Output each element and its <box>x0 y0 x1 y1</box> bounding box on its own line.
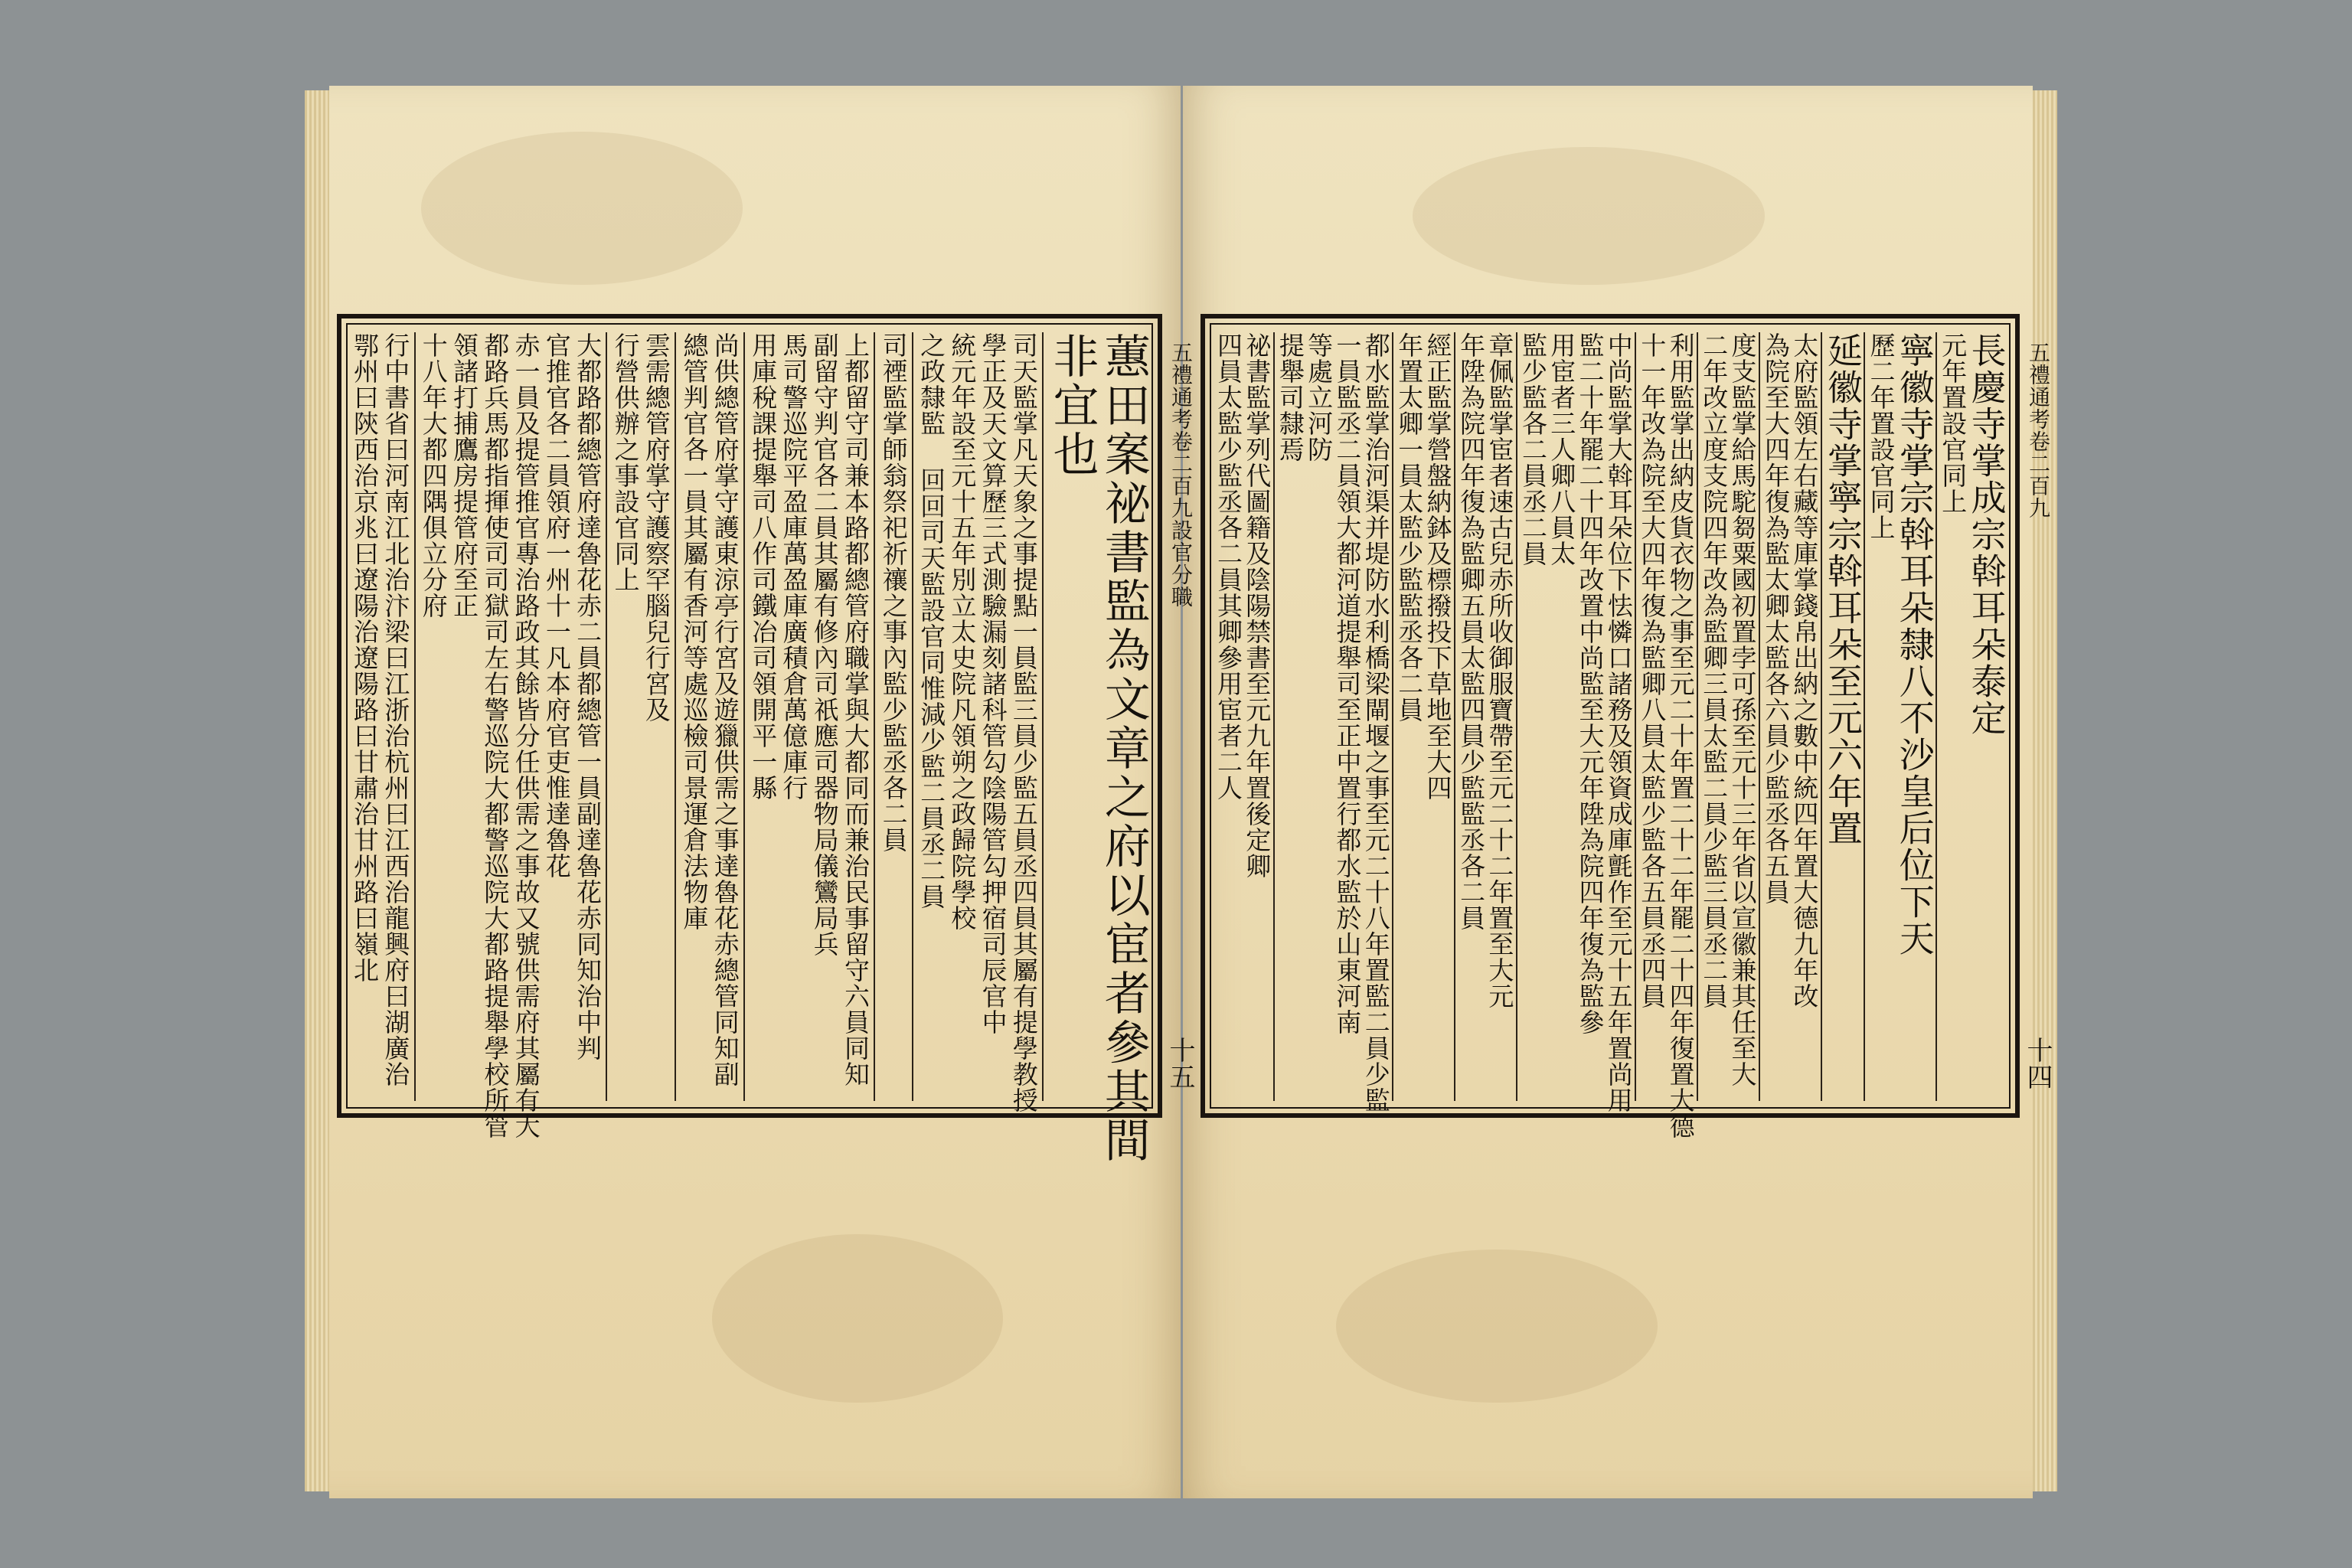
text-column: 太府監領左右藏等庫掌錢帛出納之數中統四年置大德九年改 <box>1789 332 1820 1009</box>
column-rule <box>414 332 416 1101</box>
paper-stain <box>1336 1250 1658 1403</box>
text-column: 雲需總管府掌守護察罕腦兒行宮及 <box>641 332 671 723</box>
text-column: 都水監掌治河渠并堤防水利橋梁閘堰之事至元二十八年置監二員少監 <box>1361 332 1391 1113</box>
paper-stain <box>712 1234 1003 1403</box>
text-column: 等處立河防 <box>1304 332 1334 462</box>
text-column: 用庫稅課提舉司八作司鐵冶司領開平一縣 <box>748 332 779 801</box>
text-column: 非宜也 <box>1045 332 1099 479</box>
text-column: 年陞為院四年復為監卿五員太監四員少監監丞各二員 <box>1456 332 1487 931</box>
text-column: 監二十年罷二十四年改置中尚監至大元年陞為院四年復為監參 <box>1575 332 1606 1035</box>
text-column: 長慶寺掌成宗斡耳朵泰定 <box>1965 332 2007 737</box>
column-rule <box>1392 332 1393 1101</box>
left-page-edge <box>305 90 329 1491</box>
column-rule <box>743 332 745 1101</box>
text-column: 中尚監掌大斡耳朵位下怯憐口諸務及領資成庫氈作至元十五年置尚用 <box>1603 332 1634 1113</box>
paper-stain <box>1413 147 1765 285</box>
text-column: 寧徽寺掌宗斡耳朵隸八不沙皇后位下天 <box>1893 332 1936 957</box>
right-text-columns <box>1214 332 2007 1139</box>
text-column: 行中書省曰河南江北治汴梁曰江浙治杭州曰江西治龍興府曰湖廣治 <box>381 332 411 1087</box>
left-text-columns <box>350 332 1151 1165</box>
text-column: 元年置設官同上 <box>1938 332 1968 514</box>
text-column: 鄂州曰陝西治京兆曰遼陽治遼陽路曰甘肅治甘州路曰嶺北 <box>350 332 380 983</box>
text-column: 歷二年置設官同上 <box>1866 332 1896 541</box>
text-column: 領諸打捕鷹房提管府至正 <box>449 332 480 619</box>
text-column: 經正監掌營盤納鉢及標撥投下草地至大四 <box>1423 332 1453 801</box>
text-column: 監少監各二員丞二員 <box>1517 332 1548 567</box>
text-column: 赤一員及提管推官專治路政其餘皆分任供需之事故又號供需府其屬有大 <box>511 332 541 1139</box>
text-column: 祕書監掌列代圖籍及陰陽禁書至元九年置後定卿 <box>1242 332 1272 879</box>
text-column: 學正及天文算歷三式測驗漏刻諸科管勾陰陽管勾押宿司辰官中 <box>978 332 1008 1035</box>
text-column: 副留守判官各二員其屬有修內司祇應司器物局儀鸞局兵 <box>809 332 840 957</box>
column-rule <box>1821 332 1822 1101</box>
text-column: 都路兵馬都指揮使司司獄司左右警巡院大都警巡院大都路提舉學校所管 <box>480 332 511 1139</box>
text-column: 章佩監掌宦者速古兒赤所收御服寶帶至元二十二年置至大元 <box>1485 332 1515 1009</box>
text-column: 上都留守司兼本路都總管府職掌與大都同而兼治民事留守六員同知 <box>841 332 871 1087</box>
text-column: 官推官各二員領府一州十一凡本府官吏惟達魯花 <box>541 332 572 879</box>
text-column: 延徽寺掌寧宗斡耳朵至元六年置 <box>1821 332 1864 847</box>
column-rule <box>912 332 913 1101</box>
gutter-label: 五禮通考卷二百九設官分職 <box>1168 341 1194 608</box>
text-column: 之政隸監 回回司天監設官同惟減少監二員丞二員 <box>916 332 947 910</box>
column-rule <box>1516 332 1517 1101</box>
column-rule <box>1936 332 1937 1101</box>
column-rule <box>1759 332 1760 1101</box>
column-rule <box>1273 332 1275 1101</box>
right-text-frame <box>1200 314 2053 1139</box>
column-rule <box>1454 332 1455 1101</box>
column-rule <box>606 332 607 1101</box>
text-column: 一員監丞二員領大都河道提舉司至正中置行都水監於山東河南 <box>1332 332 1363 1035</box>
folio-number: 十五 <box>1165 1037 1195 1090</box>
text-column: 利用監掌出納皮貨衣物之事至元二十年置二十二年罷二十四年復置大德 <box>1665 332 1696 1139</box>
text-column: 統元年設至元十五年別立太史院凡領朔之政歸院學校 <box>947 332 978 931</box>
text-column: 提舉司隸焉 <box>1275 332 1305 462</box>
text-column: 尚供總管府掌守護東涼亭行宮及遊獵供需之事達魯花赤總管同知副 <box>710 332 740 1087</box>
column-rule <box>1635 332 1636 1101</box>
text-column: 馬司警巡院平盈庫萬盈庫廣積倉萬億庫行 <box>779 332 809 801</box>
text-column: 年置太卿一員太監少監監丞各二員 <box>1394 332 1425 723</box>
text-column: 行營供辦之事設官同上 <box>610 332 641 593</box>
text-column: 司禋監掌師翁祭祀祈禳之事內監少監丞各二員 <box>878 332 909 853</box>
column-rule <box>675 332 676 1101</box>
text-column: 總管判官各一員其屬有香河等處巡檢司景運倉法物庫 <box>679 332 710 931</box>
text-column: 度支監掌給馬駝芻粟國初置孛可孫至元十三年省以宣徽兼其任至大 <box>1727 332 1758 1087</box>
text-column: 司天監掌凡天象之事提點一員監三員少監五員丞四員其屬有提學教授 <box>1008 332 1039 1113</box>
gutter-label: 五禮通考卷二百九 <box>2026 341 2051 519</box>
text-column: 四員太監少監丞各二員其卿參用宦者二人 <box>1214 332 1243 801</box>
folio-number: 十四 <box>2022 1037 2053 1090</box>
column-rule <box>1697 332 1698 1101</box>
text-column: 二年改立度支院四年改為監卿三員太監二員少監三員丞二員 <box>1699 332 1730 1009</box>
text-column: 大都路都總管府達魯花赤二員都總管一員副達魯花赤同知治中判 <box>573 332 603 1061</box>
text-column: 用宦者三人卿八員太 <box>1547 332 1577 567</box>
left-text-frame <box>337 314 1195 1165</box>
text-column: 蕙田案祕書監為文章之府以宦者參其間 <box>1096 332 1151 1165</box>
text-column: 十八年大都四隅俱立分府 <box>418 332 449 619</box>
text-column: 十一年改為院至大四年復為監卿八員太監少監各五員丞四員 <box>1637 332 1668 1009</box>
column-rule <box>1042 332 1044 1101</box>
column-rule <box>1864 332 1865 1101</box>
text-column: 為院至大四年復為監太卿太監各六員少監丞各五員 <box>1761 332 1792 905</box>
column-rule <box>874 332 875 1101</box>
paper-stain <box>421 132 743 285</box>
